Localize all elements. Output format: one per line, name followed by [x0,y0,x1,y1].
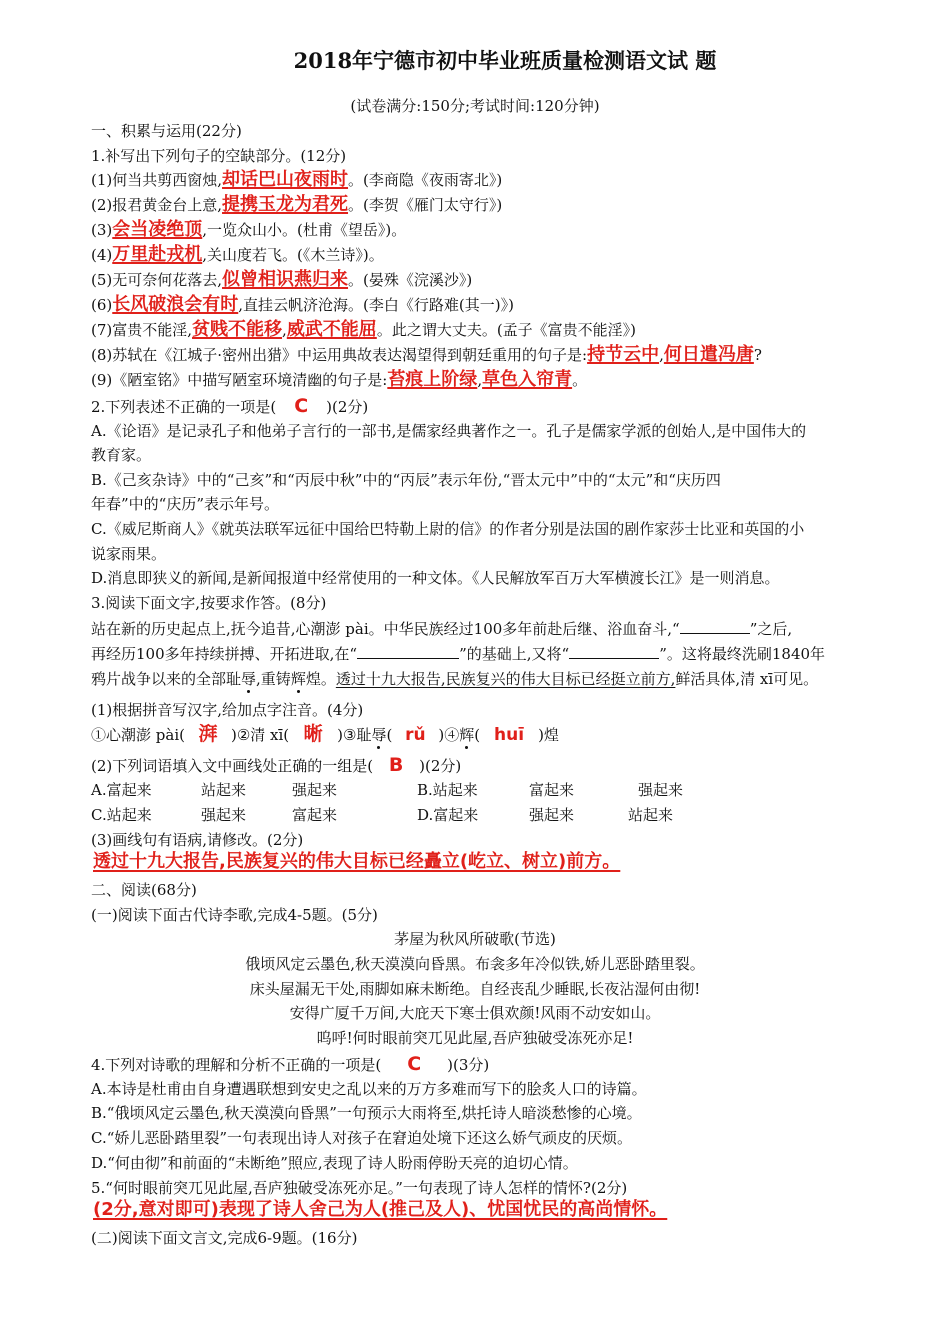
fill-line [91,270,472,290]
answer-line [93,852,620,872]
answer: 万里赴戎机 [112,244,203,265]
passage-text: 煌。 [305,670,336,688]
poem-line: 呜呼!何时眼前突兀见此屋,吾庐独破受冻死亦足! [316,1029,634,1047]
line-text: )④ [438,726,460,744]
line-text: ? [753,346,762,364]
question-stem: 5.“何时眼前突兀见此屋,吾庐独破受冻死亦足。”一句表现了诗人怎样的情怀?(2分) [91,1179,628,1197]
answer: 却话巴山夜雨时 [222,169,349,190]
answer: 苔痕上阶绿 [387,369,478,390]
answer: 草色入帘青 [482,369,573,390]
poem-line: 床头屋漏无干处,雨脚如麻未断绝。自经丧乱少睡眠,长夜沾湿何由彻! [249,980,701,998]
passage-text: ”之后, [749,620,793,638]
answer: 威武不能屈 [286,319,377,340]
blank-line [569,644,659,659]
line-text: ( [386,726,393,744]
fill-line [91,295,514,315]
passage-text: ”。这将最终洗刷1840年 [659,645,826,663]
answer: 长风破浪会有时 [112,294,239,315]
option-text: 站起来 [201,781,247,799]
passage-line [91,619,792,639]
option-text: B.站起来 [417,781,478,799]
answer-mark: 湃 [198,723,218,745]
option-text: 说家雨果。 [91,545,167,563]
dotted-character: 辉 [459,726,475,744]
line-text: )③耻 [337,726,372,744]
answer-mark: 晰 [303,723,323,745]
line-text: ,直挂云帆济沧海。(李白《行路难(其一)》) [238,296,514,314]
section-heading: 二、阅读(68分) [91,881,197,899]
line-text: )煌 [538,726,559,744]
line-text: (7)富贵不能淫, [91,321,193,339]
option-text: 强起来 [638,781,684,799]
question-stem: 3.阅读下面文字,按要求作答。(8分) [91,594,327,612]
answer: 持节云中 [587,344,660,365]
line-text: (1)何当共剪西窗烛, [91,171,223,189]
answer: 透过十九大报告,民族复兴的伟大目标已经矗立(屹立、树立)前方。 [93,851,621,872]
answer-mark: C [407,1053,422,1075]
stem-text: (2)下列词语填入文中画线处正确的一组是( [91,757,374,775]
question-stem [91,1054,489,1075]
question-stem: 1.补写出下列句子的空缺部分。(12分) [91,147,347,165]
option-text: A.《论语》是记录孔子和他弟子言行的一部书,是儒家经典著作之一。孔子是儒家学派的创始人,是中国伟大的 [91,422,807,440]
fill-line [91,370,587,390]
option-text: C.《威尼斯商人》《就英法联军远征中国给巴特勒上尉的信》的作者分别是法国的剧作家莎士比亚和英国的小 [91,520,805,538]
answer: 提携玉龙为君死 [222,194,349,215]
option-text: 富起来 [292,806,338,824]
fill-line [91,245,384,265]
line-text: (9)《陋室铭》中描写陋室环境清幽的句子是: [91,371,388,389]
option-text: 教育家。 [91,446,152,464]
line-text: (3) [91,221,113,239]
passage-text: ,重铸 [256,670,291,688]
option-text: D.消息即狭义的新闻,是新闻报道中经常使用的一种文体。《人民解放军百万大军横渡长江》是一则消息。 [91,569,780,587]
pinyin-line [91,724,559,745]
option-text: 站起来 [628,806,674,824]
underlined-sentence: 透过十九大报告,民族复兴的伟大目标已经挺立前方, [335,670,676,688]
option-text: A.富起来 [91,781,152,799]
line-text: 。此之谓大丈夫。(孟子《富贵不能淫》) [376,321,637,339]
passage-text: 站在新的历史起点上,抚今追昔,心潮澎 pài。中华民族经过100多年前赴后继、浴血奋斗,“ [91,620,680,638]
option-text: 年春”中的“庆历”表示年号。 [91,495,280,513]
line-text: )②清 xī( [230,726,290,744]
passage-text: ”的基础上,又将“ [459,645,570,663]
line-text: 。(晏殊《浣溪沙》) [348,271,473,289]
sub-question: (3)画线句有语病,请修改。(2分) [91,831,304,849]
passage-text: 鸦片战争以来的全部耻 [91,670,242,688]
option-text: C.站起来 [91,806,152,824]
line-text: (8)苏轼在《江城子·密州出猎》中运用典故表达渴望得到朝廷重用的句子是: [91,346,588,364]
answer: 会当凌绝顶 [112,219,203,240]
option-text: 强起来 [292,781,338,799]
option-text: D.富起来 [417,806,479,824]
poem-line: 俄顷风定云墨色,秋天漠漠向昏黑。布衾多年冷似铁,娇儿恶卧踏里裂。 [245,955,705,973]
passage-line [91,669,818,689]
option-text: D.“何由彻”和前面的“未断绝”照应,表现了诗人盼雨停盼天亮的迫切心情。 [91,1154,578,1172]
part-heading: (二)阅读下面文言文,完成6-9题。(16分) [91,1229,358,1247]
dotted-character: 辱 [241,670,257,688]
answer-mark: huī [494,725,525,745]
fill-line [91,220,406,240]
option-text: A.本诗是杜甫由自身遭遇联想到安史之乱以来的万方多难而写下的脍炙人口的诗篇。 [91,1080,647,1098]
dotted-character: 辉 [290,670,306,688]
option-text: 强起来 [201,806,247,824]
answer-mark: B [388,754,404,776]
passage-text: 鲜活具体,清 xī可见。 [675,670,819,688]
line-text: ( [474,726,481,744]
section-heading: 一、积累与运用(22分) [91,122,242,140]
poem-title: 茅屋为秋风所破歌(节选) [394,930,556,948]
part-heading: (一)阅读下面古代诗李歌,完成4-5题。(5分) [91,906,378,924]
line-text: 。(李商隐《夜雨寄北》) [348,171,503,189]
option-text: B.《己亥杂诗》中的“己亥”和“丙辰中秋”中的“丙辰”表示年份,“晋太元中”中的“太元”和“庆历四 [91,471,721,489]
answer: (2分,意对即可)表现了诗人舍己为人(推己及人)、忧国忧民的高尚情怀。 [93,1199,668,1220]
stem-text: )(2分) [326,398,369,416]
poem-line: 安得广厦千万间,大庇天下寒士俱欢颜!风雨不动安如山。 [289,1004,661,1022]
passage-line [91,644,825,664]
answer-mark: rǔ [405,725,426,745]
stem-text: 2.下列表述不正确的一项是( [91,398,277,416]
fill-line [91,345,762,365]
blank-line [680,619,750,634]
line-text: , [477,371,483,389]
line-text: 。 [572,371,588,389]
stem-text: )(3分) [447,1056,490,1074]
question-stem [91,396,368,417]
sub-question [91,755,461,776]
passage-text: 再经历100多年持续拼搏、开拓进取,在“ [91,645,358,663]
stem-text: 4.下列对诗歌的理解和分析不正确的一项是( [91,1056,382,1074]
answer: 何日遣冯唐 [663,344,754,365]
fill-line [91,320,636,340]
dotted-character: 辱 [371,726,387,744]
page-title: 2018年宁德市初中毕业班质量检测语文试 题 [293,48,717,73]
sub-question: (1)根据拼音写汉字,给加点字注音。(4分) [91,701,364,719]
answer-mark: C [294,395,309,417]
exam-info: (试卷满分:150分;考试时间:120分钟) [350,97,600,115]
blank-line [357,644,459,659]
line-text: ①心潮澎 pài( [91,726,185,744]
line-text: ,关山度若飞。(《木兰诗》)。 [202,246,384,264]
answer: 似曾相识燕归来 [222,269,349,290]
fill-line [91,195,502,215]
option-text: 富起来 [529,781,575,799]
stem-text: )(2分) [419,757,462,775]
line-text: ,一览众山小。(杜甫《望岳》)。 [202,221,407,239]
line-text: , [659,346,664,364]
answer-line [93,1200,667,1220]
option-text: B.“俄顷风定云墨色,秋天漠漠向昏黑”一句预示大雨将至,烘托诗人暗淡愁惨的心境。 [91,1104,642,1122]
line-text: (6) [91,296,113,314]
line-text: 。(李贺《雁门太守行》) [348,196,503,214]
line-text: , [282,321,287,339]
option-text: C.“娇儿恶卧踏里裂”一句表现出诗人对孩子在窘迫处境下还这么娇气顽皮的厌烦。 [91,1129,633,1147]
answer: 贫贱不能移 [192,319,283,340]
line-text: (5)无可奈何花落去, [91,271,223,289]
line-text: (2)报君黄金台上意, [91,196,223,214]
option-text: 强起来 [529,806,575,824]
line-text: (4) [91,246,113,264]
fill-line [91,170,502,190]
